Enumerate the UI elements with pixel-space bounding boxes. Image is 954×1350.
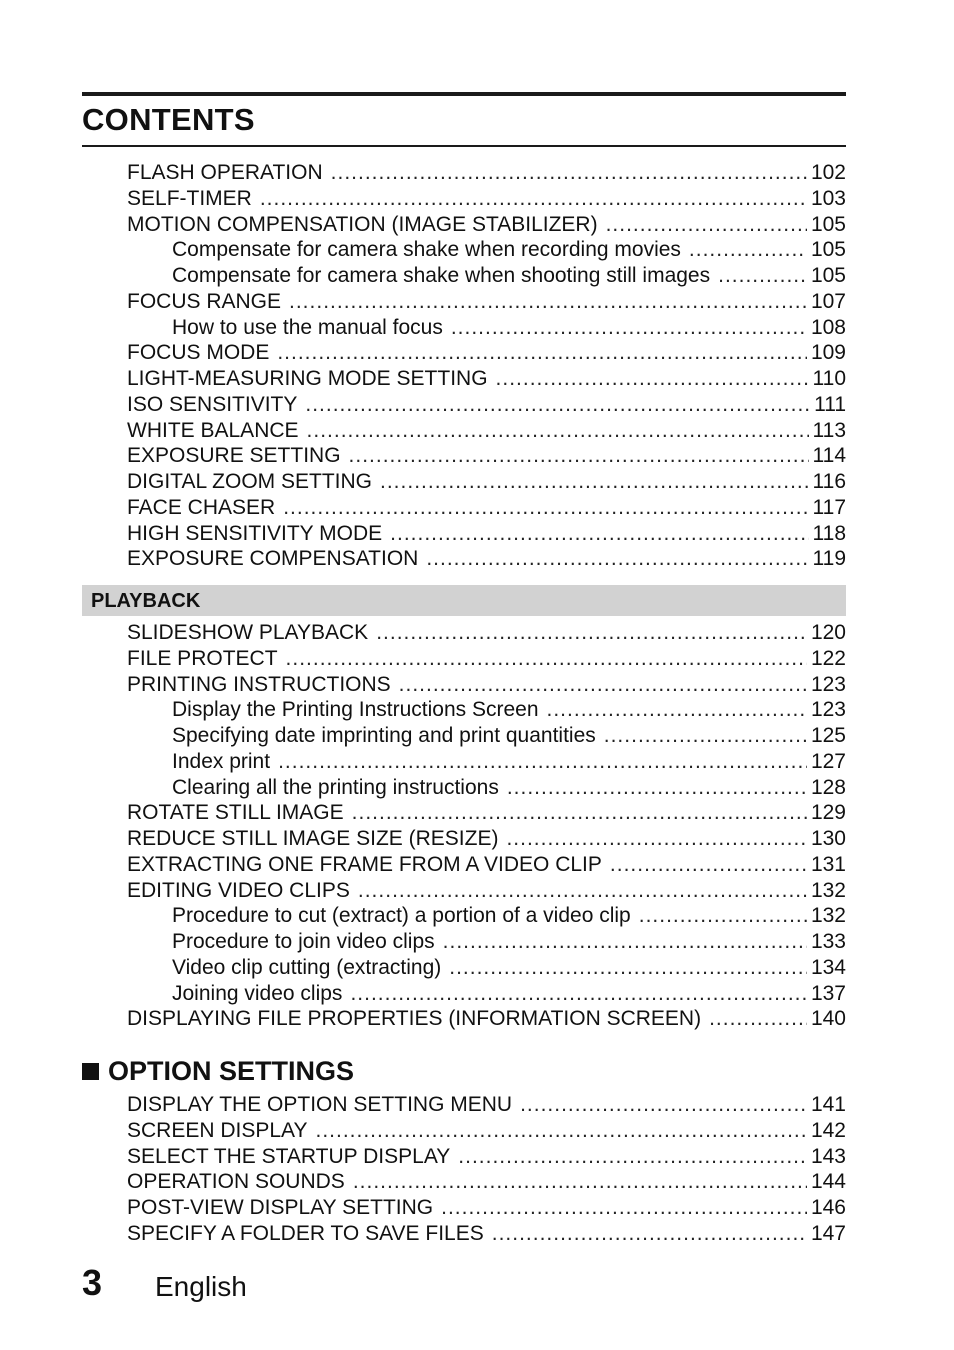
dot-leader (275, 495, 808, 521)
toc-entry-label: SCREEN DISPLAY (127, 1118, 308, 1142)
toc-entry (127, 1118, 846, 1144)
toc-entry (127, 392, 846, 418)
dot-leader (252, 186, 807, 212)
dot-leader (308, 1118, 807, 1144)
toc-entry (127, 1006, 846, 1032)
toc-page-number: 119 (812, 547, 846, 571)
dot-leader (269, 340, 807, 366)
top-rule (82, 92, 846, 96)
dot-leader (350, 878, 807, 904)
dot-leader (498, 826, 807, 852)
toc-entry-label: EXPOSURE SETTING (127, 444, 341, 468)
toc-page-number: 105 (810, 238, 846, 262)
toc-page-number: 123 (810, 672, 846, 696)
dot-leader (433, 1195, 807, 1221)
toc-subentry (172, 775, 846, 801)
toc-entry-label: FOCUS MODE (127, 341, 270, 365)
dot-leader (631, 903, 807, 929)
dot-leader (596, 723, 807, 749)
toc-entry-label: Index print (172, 749, 271, 773)
dot-leader (539, 697, 807, 723)
toc-subentry (172, 723, 846, 749)
toc-entry (127, 1144, 846, 1170)
section-bar-playback (82, 585, 846, 616)
toc-entry-label: Specifying date imprinting and print quantities (172, 724, 596, 747)
toc-entry (127, 646, 846, 672)
toc-entry (127, 1169, 846, 1195)
toc-entry (127, 521, 846, 547)
page-number: 3 (82, 1262, 103, 1303)
dot-leader (372, 469, 809, 495)
dot-leader (345, 1169, 807, 1195)
toc-entry-label: Display the Printing Instructions Screen (172, 698, 539, 722)
toc-entry-label: EXTRACTING ONE FRAME FROM A VIDEO CLIP (127, 852, 602, 876)
toc-page-number: 133 (810, 930, 846, 953)
toc-entry-label: Procedure to cut (extract) a portion of a video clip (172, 904, 631, 928)
toc-page-number: 134 (810, 955, 846, 979)
toc-entry (127, 1195, 846, 1221)
toc-page-number: 114 (812, 444, 846, 468)
toc-page-number: 144 (810, 1170, 846, 1194)
toc-subentry (172, 981, 846, 1007)
toc-entry-label: MOTION COMPENSATION (IMAGE STABILIZER) (127, 212, 598, 236)
toc-page-number: 105 (810, 212, 846, 236)
toc-page-number: 128 (810, 775, 846, 799)
toc-entry (127, 212, 846, 238)
toc-entry (127, 852, 846, 878)
toc-entry-label: FACE CHASER (127, 495, 276, 519)
toc-subentry (172, 955, 846, 981)
toc-entry-label: Joining video clips (172, 981, 343, 1005)
dot-leader (344, 800, 807, 826)
toc-page-number: 125 (810, 724, 846, 747)
toc-entry-label: Video clip cutting (extracting) (172, 955, 442, 979)
toc-entry-label: REDUCE STILL IMAGE SIZE (RESIZE) (127, 827, 499, 850)
toc-entry (127, 826, 846, 852)
toc-entry-label: PRINTING INSTRUCTIONS (127, 672, 391, 696)
dot-leader (499, 775, 807, 801)
toc-page-number: 132 (810, 878, 846, 902)
toc-page-number: 132 (810, 904, 846, 928)
toc-subentry (172, 263, 846, 289)
toc-page-number: 122 (810, 646, 846, 670)
dot-leader (418, 546, 808, 572)
toc-entry-label: SLIDESHOW PLAYBACK (127, 621, 369, 644)
dot-leader (441, 955, 807, 981)
toc-entry (127, 443, 846, 469)
language-label: English (155, 1271, 247, 1302)
toc-entry (127, 878, 846, 904)
toc-subentry (172, 697, 846, 723)
dot-leader (681, 237, 807, 263)
toc-page-number: 129 (810, 801, 846, 825)
dot-leader (270, 749, 807, 775)
toc-page-number: 141 (810, 1093, 846, 1116)
toc-page-number: 123 (810, 698, 846, 722)
title-underline (82, 145, 846, 147)
toc-entry-label: SELECT THE STARTUP DISPLAY (127, 1144, 451, 1168)
dot-leader (701, 1006, 807, 1032)
toc-entry-label: Compensate for camera shake when shooting still images (172, 264, 711, 287)
toc-page-number: 113 (812, 418, 846, 442)
toc-entry-label: Clearing all the printing instructions (172, 775, 499, 799)
toc-subentry (172, 315, 846, 341)
toc-subentry (172, 237, 846, 263)
toc-entry (127, 186, 846, 212)
dot-leader (278, 646, 807, 672)
toc-entry (127, 546, 846, 572)
section-heading-playback: PLAYBACK (91, 590, 201, 612)
page-title: CONTENTS (82, 102, 255, 137)
toc-entry (127, 418, 846, 444)
toc-entry-label: POST-VIEW DISPLAY SETTING (127, 1196, 434, 1219)
toc-page-number: 127 (810, 749, 846, 773)
dot-leader (512, 1092, 807, 1118)
toc-entry (127, 340, 846, 366)
dot-leader (450, 1144, 807, 1170)
dot-leader (297, 392, 810, 418)
dot-leader (435, 929, 807, 955)
toc-entry-label: SPECIFY A FOLDER TO SAVE FILES (127, 1221, 484, 1245)
toc-page-number: 111 (814, 392, 846, 416)
toc-subentry (172, 749, 846, 775)
toc-subentry (172, 929, 846, 955)
toc-page-number: 108 (810, 315, 846, 339)
dot-leader (710, 263, 807, 289)
toc-entry (127, 800, 846, 826)
toc-page-number: 105 (810, 264, 846, 287)
toc-page-number: 147 (810, 1221, 846, 1245)
toc-entry-label: HIGH SENSITIVITY MODE (127, 521, 383, 545)
toc-entry-label: Compensate for camera shake when recording movies (172, 238, 681, 262)
toc-page-number: 103 (810, 186, 846, 210)
toc-entry-label: OPERATION SOUNDS (127, 1170, 345, 1194)
dot-leader (602, 852, 807, 878)
toc-page-number: 109 (810, 341, 846, 365)
toc-page-number: 102 (810, 161, 846, 184)
toc-entry (127, 366, 846, 392)
toc-entry-label: FLASH OPERATION (127, 161, 323, 184)
toc-page-number: 143 (810, 1144, 846, 1168)
black-square-icon (82, 1063, 99, 1080)
toc-entry-label: EDITING VIDEO CLIPS (127, 878, 350, 902)
toc-entry (127, 289, 846, 315)
toc-entry (127, 672, 846, 698)
dot-leader (443, 315, 807, 341)
toc-page-number: 137 (810, 981, 846, 1005)
dot-leader (299, 418, 809, 444)
toc-page-number: 130 (810, 827, 846, 850)
dot-leader (484, 1221, 807, 1247)
toc-entry (127, 495, 846, 521)
section-heading-option-settings (82, 1053, 354, 1089)
dot-leader (281, 289, 807, 315)
toc-page-number: 120 (810, 621, 846, 644)
toc-entry-label: DISPLAYING FILE PROPERTIES (INFORMATION SCREEN) (127, 1007, 702, 1031)
toc-entry-label: WHITE BALANCE (127, 418, 299, 442)
toc-page-number: 110 (812, 367, 846, 390)
dot-leader (368, 620, 807, 646)
toc-entry-label: DISPLAY THE OPTION SETTING MENU (127, 1093, 513, 1116)
toc-entry (127, 620, 846, 646)
toc-entry-label: EXPOSURE COMPENSATION (127, 547, 419, 571)
toc-page-number: 140 (810, 1007, 846, 1031)
dot-leader (488, 366, 809, 392)
toc-entry-label: SELF-TIMER (127, 186, 252, 210)
toc-entry-label: LIGHT-MEASURING MODE SETTING (127, 367, 488, 390)
toc-entry-label: How to use the manual focus (172, 315, 443, 339)
toc-page-number: 116 (812, 470, 846, 493)
toc-entry (127, 160, 846, 186)
toc-page-number: 131 (810, 852, 846, 876)
toc-page-number: 107 (810, 289, 846, 313)
dot-leader (341, 443, 809, 469)
toc-entry (127, 1092, 846, 1118)
toc-page-number: 118 (812, 521, 846, 545)
dot-leader (598, 212, 807, 238)
dot-leader (382, 521, 808, 547)
toc-page-number: 146 (810, 1196, 846, 1219)
toc-entry-label: DIGITAL ZOOM SETTING (127, 470, 373, 493)
dot-leader (342, 981, 807, 1007)
toc-entry (127, 1221, 846, 1247)
toc-entry-label: ISO SENSITIVITY (127, 392, 298, 416)
dot-leader (391, 672, 807, 698)
dot-leader (323, 160, 807, 186)
toc-entry-label: FOCUS RANGE (127, 289, 282, 313)
toc-page-number: 117 (812, 495, 846, 519)
toc-entry-label: FILE PROTECT (127, 646, 278, 670)
toc-subentry (172, 903, 846, 929)
toc-entry-label: ROTATE STILL IMAGE (127, 801, 344, 825)
toc-entry (127, 469, 846, 495)
option-settings-title: OPTION SETTINGS (108, 1056, 355, 1086)
toc-page-number: 142 (810, 1118, 846, 1142)
toc-entry-label: Procedure to join video clips (172, 930, 435, 953)
